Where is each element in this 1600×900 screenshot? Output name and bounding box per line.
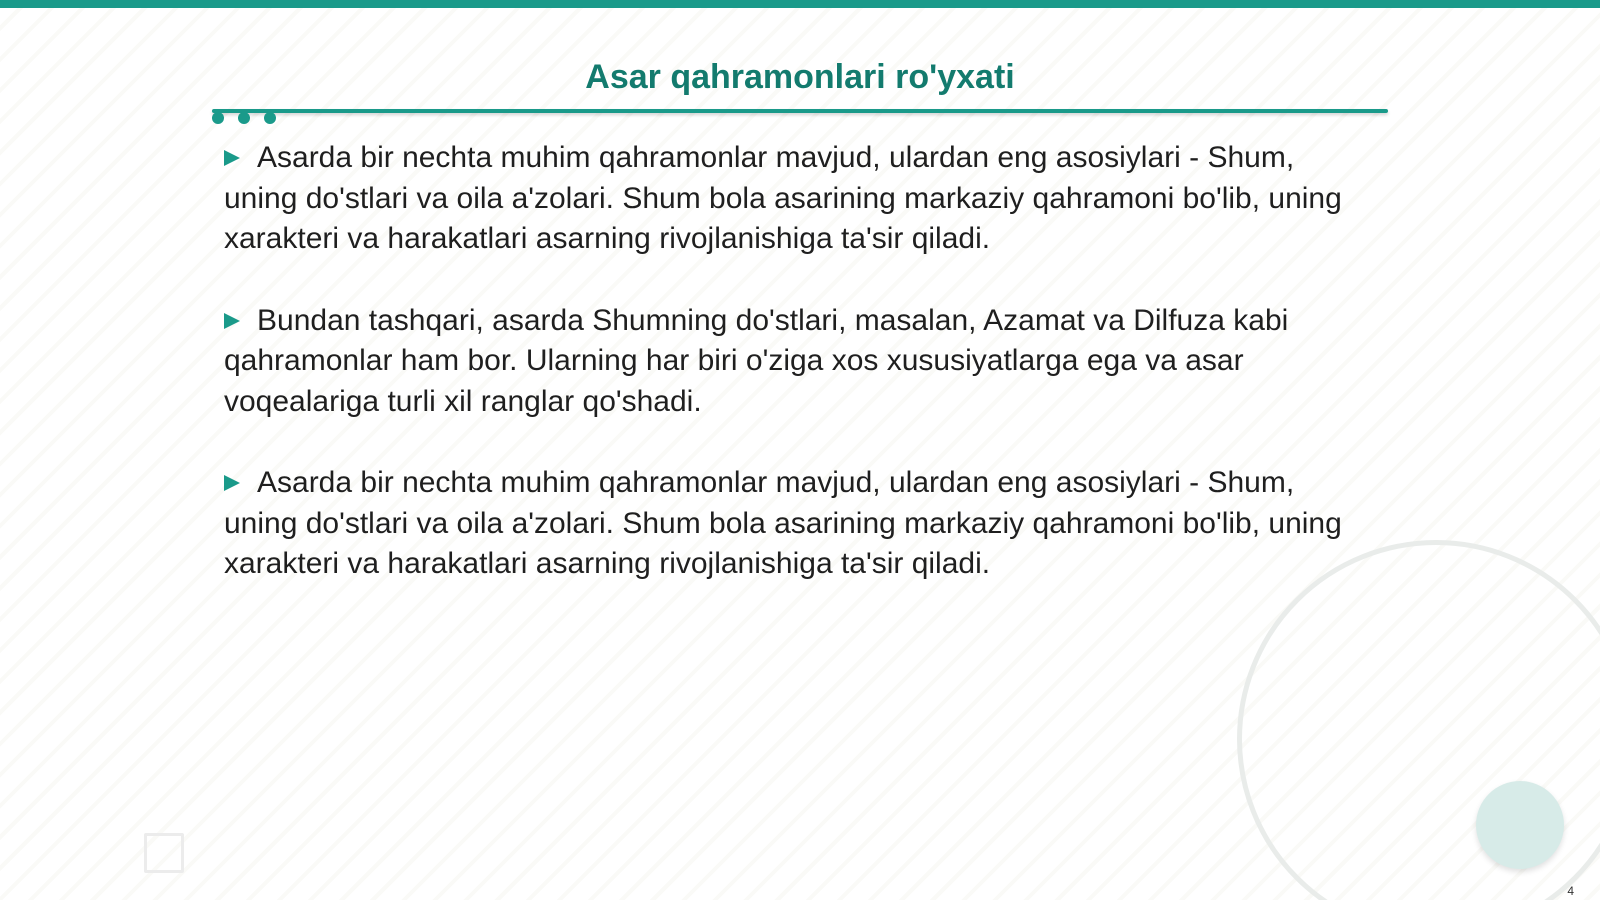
triangle-right-icon	[224, 150, 240, 166]
slide-title: Asar qahramonlari ro'yxati	[585, 58, 1015, 96]
bullet-item	[224, 301, 1374, 423]
top-accent-bar	[0, 0, 1600, 8]
bullet-text: Asarda bir nechta muhim qahramonlar mavjud, ulardan eng asosiylari - Shum, uning do'stlari va oila a'zolari. Shum bola asarining markaziy qahramoni bo'lib, uning xarakteri va harakatlari asarning rivojlanishiga ta'sir qiladi.	[224, 466, 1342, 580]
bullet-text: Bundan tashqari, asarda Shumning do'stlari, masalan, Azamat va Dilfuza kabi qahramonlar ham bor. Ularning har biri o'ziga xos xususiyatlarga ega va asar voqealariga turli xil ranglar qo'shadi.	[224, 303, 1289, 418]
decorative-dot-icon	[264, 112, 276, 124]
decorative-dot-icon	[212, 112, 224, 124]
triangle-right-icon	[224, 475, 240, 491]
title-underline	[212, 109, 1388, 113]
decorative-dot-icon	[238, 112, 250, 124]
decorative-circle	[1476, 781, 1564, 869]
triangle-right-icon	[224, 313, 240, 329]
bullet-item	[224, 138, 1374, 260]
decorative-square	[144, 833, 184, 873]
bullet-text: Asarda bir nechta muhim qahramonlar mavjud, ulardan eng asosiylari - Shum, uning do'stlari va oila a'zolari. Shum bola asarining markaziy qahramoni bo'lib, uning xarakteri va harakatlari asarning rivojlanishiga ta'sir qiladi.	[224, 141, 1342, 255]
bullet-list	[224, 138, 1374, 626]
bullet-item	[224, 463, 1374, 585]
page-number: 4	[1567, 884, 1574, 898]
